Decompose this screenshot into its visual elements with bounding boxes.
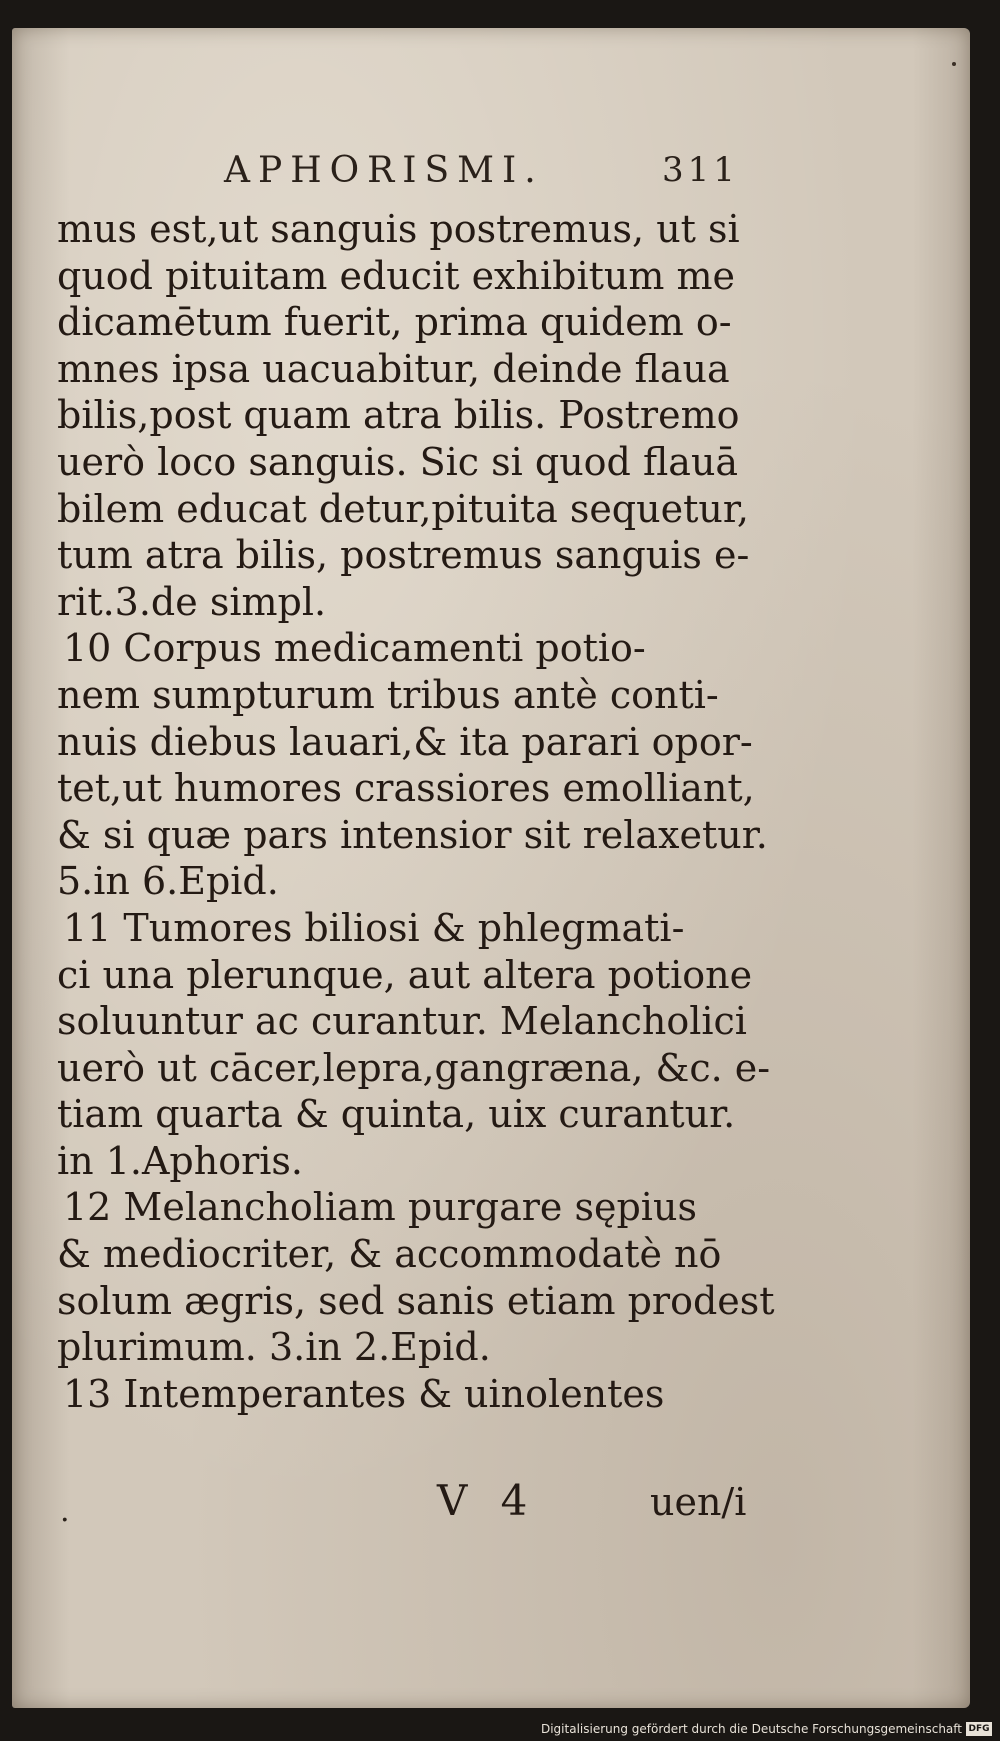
text-line: tet,ut humores crassiores emolliant, <box>57 766 755 811</box>
text-line: in 1.Aphoris. <box>57 1138 303 1183</box>
text-line: rit.3.de simpl. <box>57 579 327 624</box>
signature-mark: V 4 <box>437 1476 538 1525</box>
text-line: tum atra bilis, postremus sanguis e- <box>57 533 750 578</box>
text-line: soluuntur ac curantur. Melancholici <box>57 999 747 1044</box>
aphorism-13-start: 13 Intemperantes & uinolentes <box>63 1371 665 1416</box>
text-line: tiam quarta & quinta, uix curantur. <box>57 1092 736 1137</box>
book-page <box>12 28 970 1708</box>
running-head <box>12 150 970 200</box>
text-line: plurimum. 3.in 2.Epid. <box>57 1325 491 1370</box>
text-line: uerò ut cācer,lepra,gangræna, &c. e- <box>57 1045 771 1090</box>
text-line: quod pituitam educit exhibitum me <box>57 253 735 298</box>
page-footer <box>12 1476 970 1532</box>
running-title: APHORISMI. <box>224 150 544 191</box>
text-line: nuis diebus lauari,& ita parari opor- <box>57 719 753 764</box>
text-line: & mediocriter, & accommodatè nō <box>57 1232 722 1277</box>
text-line: mnes ipsa uacuabitur, deinde flaua <box>57 346 730 391</box>
body-text <box>57 206 775 1417</box>
digitization-credit: Digitalisierung gefördert durch die Deutsche Forschungsgemeinschaft <box>540 1722 962 1736</box>
page-corner-mark <box>952 62 956 66</box>
footer-mark: . <box>60 1494 70 1529</box>
text-line: mus est,ut sanguis postremus, ut si <box>57 207 740 251</box>
text-line: & si quæ pars intensior sit relaxetur. <box>57 812 768 857</box>
catchword: uen/i <box>650 1480 747 1524</box>
text-line: dicamētum fuerit, prima quidem o- <box>57 300 732 345</box>
aphorism-10-start: 10 Corpus medicamenti potio- <box>63 626 646 671</box>
text-line: ci una plerunque, aut altera potione <box>57 952 753 997</box>
text-line: solum ægris, sed sanis etiam prodest <box>57 1278 775 1323</box>
page-number: 311 <box>662 150 739 190</box>
text-line: uerò loco sanguis. Sic si quod flauā <box>57 439 739 484</box>
text-line: bilis,post quam atra bilis. Postremo <box>57 393 740 438</box>
digitization-credit-bar <box>0 1719 1000 1741</box>
text-line: bilem educat detur,pituita sequetur, <box>57 486 749 531</box>
text-line: 5.in 6.Epid. <box>57 859 279 904</box>
text-line: nem sumpturum tribus antè conti- <box>57 672 719 717</box>
dfg-logo: DFG <box>966 1722 992 1736</box>
aphorism-11-start: 11 Tumores biliosi & phlegmati- <box>63 905 685 950</box>
aphorism-12-start: 12 Melancholiam purgare sępius <box>63 1185 697 1230</box>
